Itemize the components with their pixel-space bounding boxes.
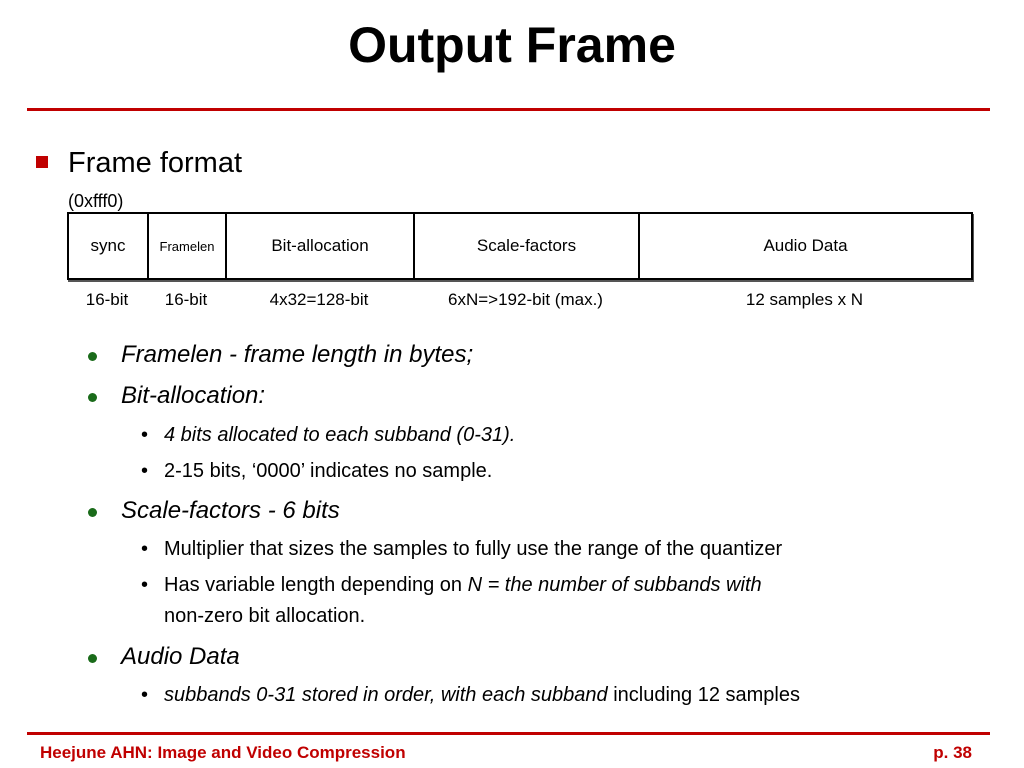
round-bullet-icon xyxy=(88,508,97,517)
subbullet-audio-data-1 xyxy=(141,680,800,711)
subbullet-text-italic: subbands 0-31 stored in order, with each subband xyxy=(164,684,608,706)
subbullet-scale-factors-2 xyxy=(141,570,762,601)
slide-title: Output Frame xyxy=(348,17,676,73)
section-bullet-text: Frame format xyxy=(68,147,243,179)
footer-course-title: Heejune AHN: Image and Video Compression xyxy=(40,743,406,762)
title-divider xyxy=(27,108,990,111)
small-bullet-icon: • xyxy=(141,424,149,446)
small-bullet-icon: • xyxy=(141,574,149,596)
round-bullet-icon xyxy=(88,654,97,663)
subbullet-text xyxy=(164,570,762,601)
field-audio-data: Audio Data xyxy=(763,236,848,255)
small-bullet-icon: • xyxy=(141,460,149,482)
subbullet-text-normal: including 12 samples xyxy=(607,684,800,706)
subbullet-text-normal: Has variable length depending on xyxy=(164,574,468,596)
bullet-framelen-text: Framelen - frame length in bytes; xyxy=(121,341,474,368)
subbullet-text: 4 bits allocated to each subband (0-31). xyxy=(164,424,516,446)
round-bullet-icon xyxy=(88,352,97,361)
field-scale-factors: Scale-factors xyxy=(415,214,640,278)
sync-word-label: (0xfff0) xyxy=(68,191,124,211)
bits-audio-data: 12 samples x N xyxy=(745,290,864,309)
bits-scale-factors: 6xN=>192-bit (max.) xyxy=(448,290,603,309)
subbullet-text xyxy=(164,680,800,711)
bullet-bit-allocation-text: Bit-allocation: xyxy=(121,382,266,409)
subbullet-text-italic: N = the number of subbands with xyxy=(467,574,762,596)
section-bullet xyxy=(36,145,242,181)
small-bullet-icon: • xyxy=(141,684,149,706)
round-bullet-icon xyxy=(88,393,97,402)
bits-bit-allocation: 4x32=128-bit xyxy=(269,290,369,309)
subbullet-bit-allocation-2 xyxy=(141,456,493,487)
frame-format-diagram xyxy=(67,212,973,280)
bullet-audio-data-text: Audio Data xyxy=(121,643,240,670)
bits-framelen: 16-bit xyxy=(164,290,208,309)
subbullet-text: Multiplier that sizes the samples to fully use the range of the quantizer xyxy=(164,538,783,560)
field-framelen: Framelen xyxy=(149,214,227,278)
subbullet-text: 2-15 bits, ‘0000’ indicates no sample. xyxy=(164,460,493,482)
footer-page-number: p. 38 xyxy=(933,743,972,762)
footer-divider xyxy=(27,732,990,735)
bullet-scale-factors-text: Scale-factors - 6 bits xyxy=(121,497,340,524)
bits-sync: 16-bit xyxy=(85,290,129,309)
small-bullet-icon: • xyxy=(141,538,149,560)
field-sync: sync xyxy=(69,214,149,278)
subbullet-bit-allocation-1 xyxy=(141,420,516,451)
subbullet-text: non-zero bit allocation. xyxy=(164,605,366,627)
subbullet-scale-factors-1 xyxy=(141,534,783,565)
square-bullet-icon xyxy=(36,156,48,168)
field-bit-allocation: Bit-allocation xyxy=(227,214,415,278)
